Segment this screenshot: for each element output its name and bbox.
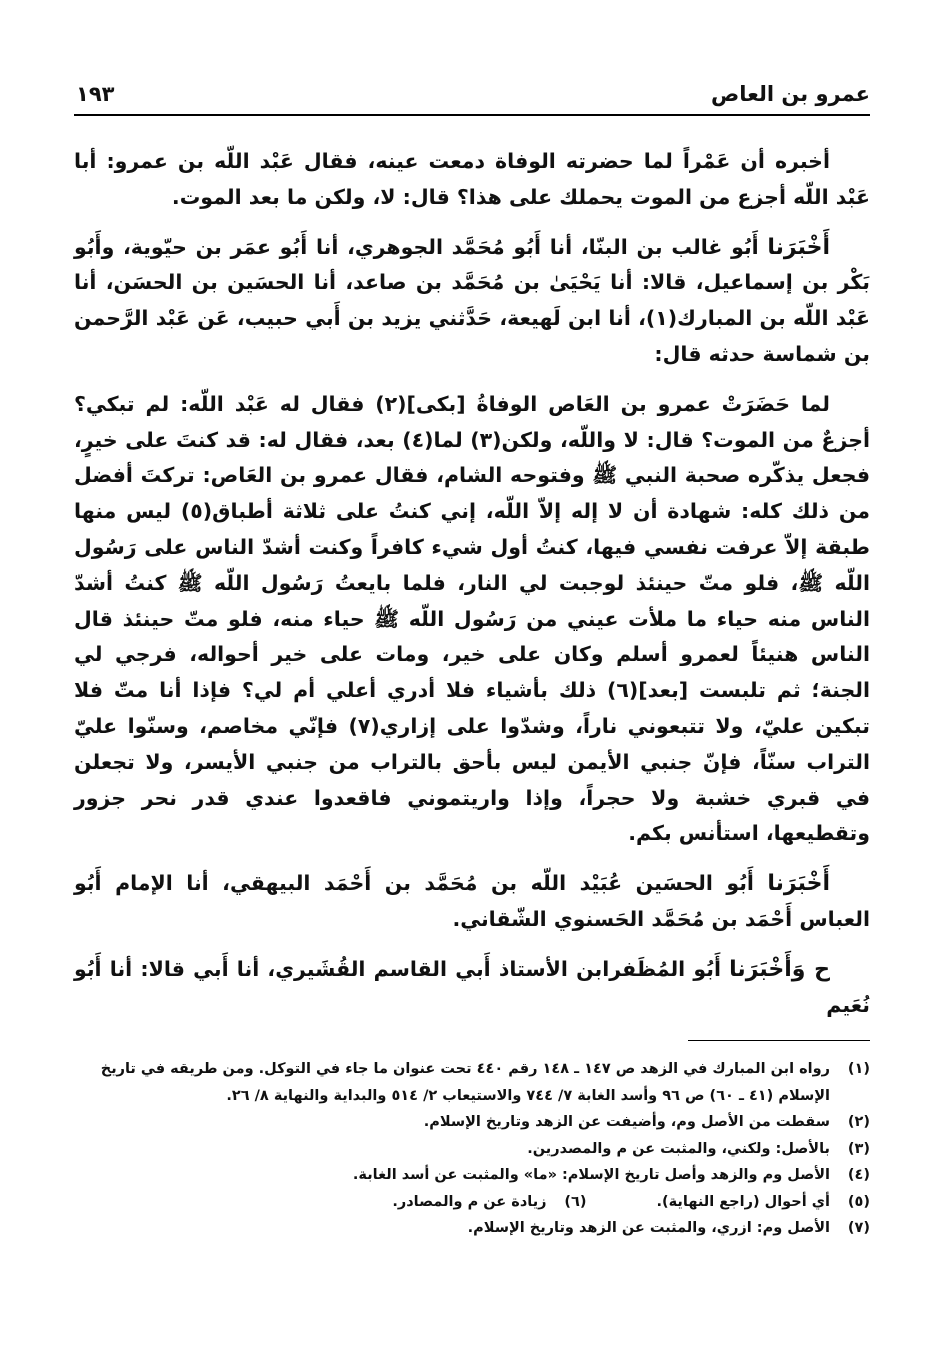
paragraph	[74, 144, 870, 216]
footnote-text: زيادة عن م والمصادر.	[392, 1193, 547, 1210]
footnote	[392, 1189, 586, 1216]
footnote	[74, 1215, 870, 1242]
page-number: ١٩٣	[76, 82, 115, 106]
footnote-row	[74, 1189, 870, 1216]
footnote-text: سقطت من الأصل وم، وأضيفت عن الزهد وتاريخ الإسلام.	[423, 1114, 830, 1130]
footnote	[74, 1136, 870, 1163]
footnote-text: بالأصل: ولكني، والمثبت عن م والمصدرين.	[527, 1140, 830, 1157]
running-title: عمرو بن العاص	[710, 82, 870, 106]
footnote-text: الأصل وم والزهد وأصل تاريخ الإسلام: «ما» والمثبت عن أسد الغابة.	[352, 1167, 830, 1183]
paragraph-text: أَبُو الحسَين عُبَيْد اللّه بن مُحَمَّد بن أَحْمَد البيهقي، أنا الإمام أَبُو العباس أَحْمَد بن مُحَمَّد الحَسنوي الشّقاني.	[74, 871, 870, 931]
footnote-text: الأصل وم: ازري، والمثبت عن الزهد وتاريخ الإسلام.	[467, 1220, 830, 1236]
footnote-number: (٢)	[847, 1114, 870, 1130]
isnad-lead: ح وَأَخْبَرَنا	[729, 956, 830, 982]
footnote-divider	[688, 1040, 870, 1041]
footnote	[74, 1162, 870, 1189]
isnad-lead: أَخْبَرَنا	[767, 871, 830, 897]
footnote	[74, 1109, 870, 1136]
footnote-number: (٣)	[847, 1140, 870, 1157]
paragraph-text: لما حَضَرَتْ عمرو بن العَاص الوفاةُ [بكى](٢) فقال له عَبْد اللّه: لم تبكي؟ أجزعٌ من الموت؟ قال: لا واللّه، ولكن(٣) لما(٤) بعد، فقال له: قد كنتَ على خيرٍ، فجعل يذكّره صحبة النبي ﷺ وفتوحه الشام، فقال عمرو بن العَاص: تركتَ أفضل من ذلك كله: شهادة أن لا إله إلاّ اللّه، إني كنتُ على ثلاثة أطباق(٥) ليس منها طبقة إلاّ عرفت نفسي فيها، كنتُ أول شيء كافراً وكنت أشدّ الناس على رَسُول اللّه ﷺ، فلو متّ حينئذ لوجبت لي النار، فلما بايعتُ رَسُول اللّه ﷺ كنتُ أشدّ الناس منه حياء ما ملأت عيني من رَسُول اللّه ﷺ حياء منه، فلو متّ حينئذ قال الناس هنيئاً لعمرو أسلم وكان على خير، ومات على خير أحواله، فرجي لي الجنة؛ ثم تلبست [بعد](٦) ذلك بأشياء فلا أدري أعلي أم لي؟ فإذا أنا متّ فلا تبكين عليّ، ولا تتبعوني ناراً، وشدّوا على إزاري(٧) فإنّي مخاصم، وسنّوا عليّ التراب سنّاً، فإنّ جنبي الأيمن ليس بأحق بالتراب من جنبي الأيسر، ولا تجعلن في قبري خشبة ولا حجراً، وإذا واريتموني فاقعدوا عندي قدر نحر جزور وتقطيعها، استأنس بكم.	[74, 391, 870, 846]
paragraph-text: أَبُو غالب بن البنّا، أنا أَبُو مُحَمَّد الجوهري، أنا أَبُو عمَر بن حيّوية، وأَبُو بَكْر بن إسماعيل، قالا: أنا يَحْيَىٰ بن مُحَمَّد بن صاعد، أنا الحسَين بن الحسَن، أنا عَبْد اللّه بن المبارك(١)، أنا ابن لَهيعة، حَدَّثني يزيد بن أَبي حبيب، عَن عَبْد الرَّحمن بن شماسة حدثه قال:	[74, 234, 870, 366]
footnote	[657, 1189, 871, 1216]
paragraph	[74, 387, 870, 852]
paragraph	[74, 952, 870, 1024]
footnote-number: (١)	[847, 1061, 870, 1077]
paragraph	[74, 230, 870, 373]
footnote-number: (٦)	[564, 1193, 587, 1210]
running-header	[74, 78, 870, 116]
paragraph-text: أخبره أن عَمْراً لما حضرته الوفاة دمعت عينه، فقال عَبْد اللّه بن عمرو: أبا عَبْد اللّه أجزع من الموت يحملك على هذا؟ قال: لا، ولكن ما بعد الموت.	[74, 149, 870, 209]
footnote-text: أي أحوال (راجع النهاية).	[656, 1193, 830, 1210]
footnotes	[74, 1056, 870, 1242]
footnote-number: (٥)	[847, 1193, 870, 1210]
main-text	[74, 144, 870, 1037]
footnote-number: (٧)	[847, 1220, 870, 1236]
footnote	[74, 1056, 870, 1109]
footnote-text: رواه ابن المبارك في الزهد ص ١٤٧ ـ ١٤٨ رقم ٤٤٠ تحت عنوان ما جاء في التوكل. ومن طريقه في تاريخ الإسلام (٤١ ـ ٦٠) ص ٩٦ وأسد الغابة ٧/ ٧٤٤ والاستيعاب ٢/ ٥١٤ والبداية والنهاية ٨/ ٢٦.	[100, 1061, 830, 1104]
footnote-number: (٤)	[847, 1167, 870, 1183]
isnad-lead: أَخْبَرَنا	[767, 234, 830, 260]
paragraph	[74, 866, 870, 938]
paragraph-text: أَبُو المُظَفرابن الأستاذ أَبي القاسم القُشَيري، أنا أَبي قالا: أنا أَبُو نُعَيم	[74, 956, 870, 1017]
